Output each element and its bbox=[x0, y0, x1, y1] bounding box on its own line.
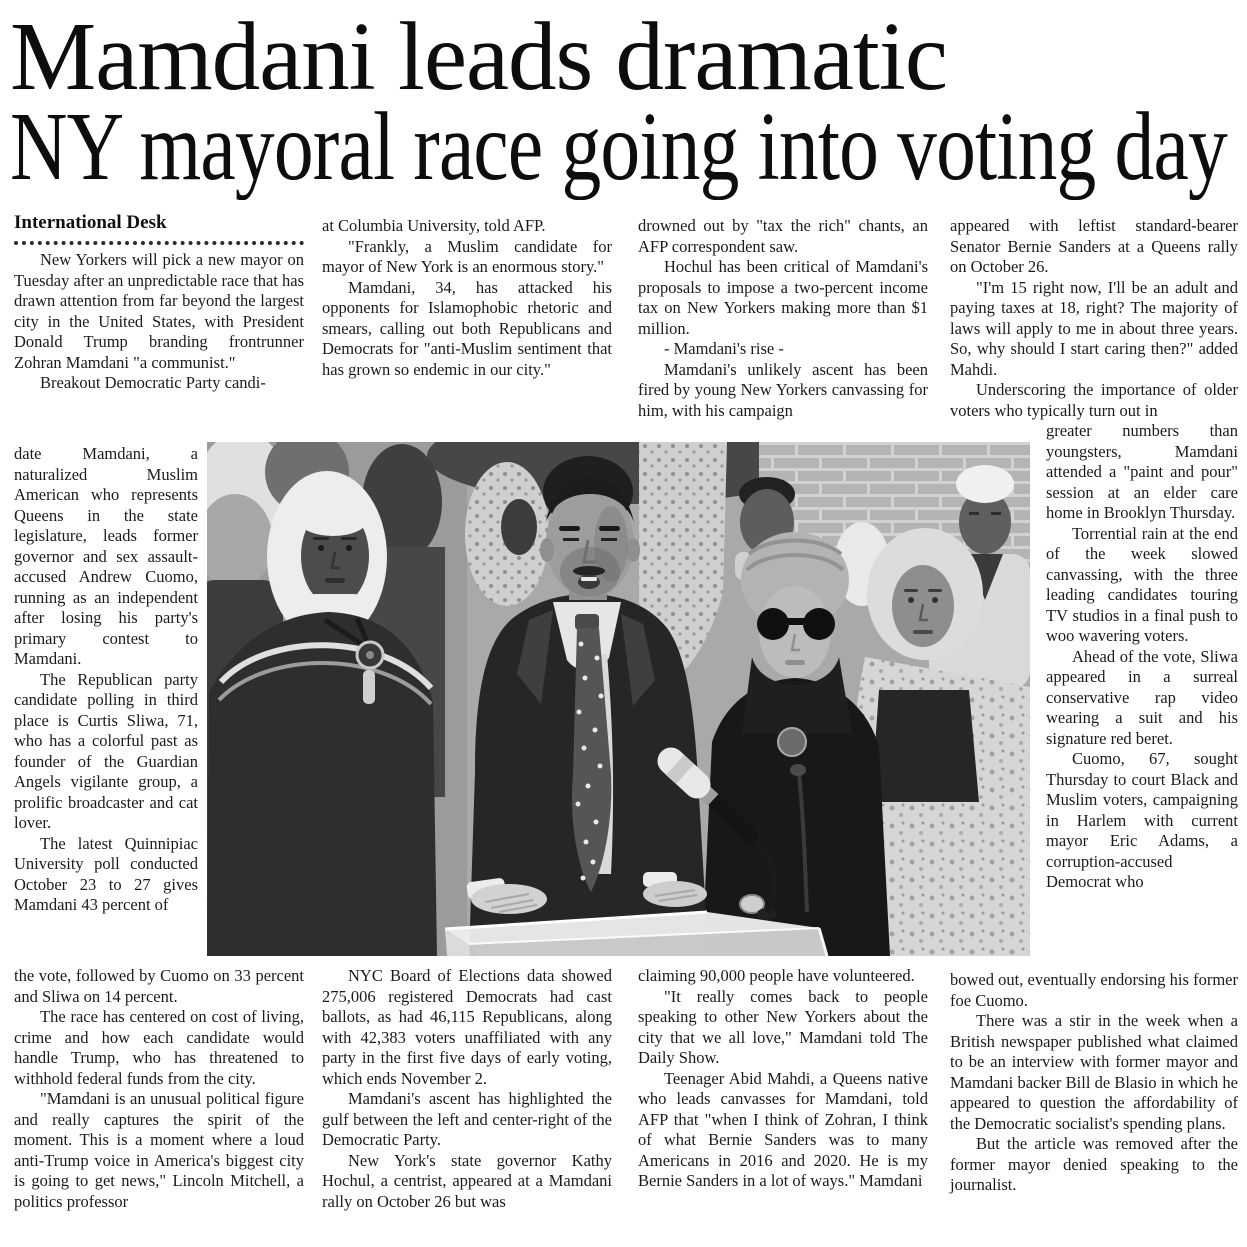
article-paragraph: Mamdani's unlikely ascent has been fired by young New Yorkers canvassing for him, with his campaign bbox=[638, 359, 928, 420]
article-paragraph: New York's state governor Kathy Hochul, a centrist, appeared at a Mamdani rally on October 26 but was bbox=[322, 1150, 612, 1211]
article-paragraph: But the article was removed after the former mayor denied speaking to the journalist. bbox=[950, 1134, 1238, 1194]
column-2-bottom bbox=[322, 966, 612, 1212]
article-paragraph: There was a stir in the week when a British newspaper published what claimed to be an interview with former mayor and Mamdani backer Bill de Blasio in which he appeared to question the affordability of the Democratic socialist's spending plans. bbox=[950, 1011, 1238, 1133]
column-3-top bbox=[638, 216, 928, 421]
article-photo bbox=[207, 442, 1030, 956]
article-paragraph: "Mamdani is an unusual political figure and really captures the spirit of the moment. This is a moment where a loud anti-Trump voice in America's biggest city is going to get news," Lincoln Mitchell, a politics professor bbox=[14, 1089, 304, 1211]
column-4-bottom bbox=[950, 970, 1238, 1196]
article-paragraph: "I'm 15 right now, I'll be an adult and paying taxes at 18, right? The majority of laws will apply to me in about three years. So, why should I start caring then?" added Mahdi. bbox=[950, 277, 1238, 379]
article-paragraph: New Yorkers will pick a new mayor on Tuesday after an unpredictable race that has drawn attention from far beyond the largest city in the United States, with President Donald Trump branding frontrunner Zohran Mamdani "a communist." bbox=[14, 250, 304, 372]
article-paragraph: The Republican party candidate polling in third place is Curtis Sliwa, 71, who has a colorful past as founder of the Guardian Angels vigilante group, a prolific broadcaster and cat lover. bbox=[14, 669, 198, 832]
article-photo-illustration bbox=[207, 442, 1030, 956]
article-paragraph: "It really comes back to people speaking to other New Yorkers about the city that we all love," Mamdani told The Daily Show. bbox=[638, 986, 928, 1067]
article-paragraph: at Columbia University, told AFP. bbox=[322, 216, 546, 235]
column-2-top bbox=[322, 216, 612, 380]
article-paragraph: bowed out, eventually endorsing his former foe Cuomo. bbox=[950, 970, 1238, 1010]
article-paragraph: Underscoring the importance of older voters who typically turn out in bbox=[950, 380, 1238, 420]
article-paragraph: claiming 90,000 people have volunteered. bbox=[638, 966, 915, 985]
article-paragraph: - Mamdani's rise - bbox=[664, 339, 784, 358]
article-paragraph: NYC Board of Elections data showed 275,006 registered Democrats had cast ballots, as had 46,115 Republicans, along with 42,383 voters unaffiliated with any party in the first five days of early voting, which ends November 2. bbox=[322, 966, 612, 1088]
article-paragraph: Mamdani, 34, has attacked his opponents for Islamophobic rhetoric and smears, calling out both Republicans and Democrats for "anti-Muslim sentiment that has grown so endemic in our city." bbox=[322, 277, 612, 379]
article-paragraph: drowned out by "tax the rich" chants, an AFP correspondent saw. bbox=[638, 216, 928, 256]
article-paragraph: The race has centered on cost of living, crime and how each candidate would handle Trump, who has threatened to withhold federal funds from the city. bbox=[14, 1007, 304, 1088]
article-paragraph: The latest Quinnipiac University poll conducted October 23 to 27 gives Mamdani 43 percent of bbox=[14, 833, 198, 914]
article-paragraph: Ahead of the vote, Sliwa appeared in a surreal conservative rap video wearing a suit and his signature red beret. bbox=[1046, 646, 1238, 748]
column-1-bottom bbox=[14, 966, 304, 1212]
column-1-top bbox=[14, 250, 304, 394]
article-paragraph: Teenager Abid Mahdi, a Queens native who leads canvasses for Mamdani, told AFP that "when I think of Zohran, I think of what Bernie Sanders was to many Americans in 2016 and 2020. He is my Bernie Sanders in a lot of ways." Mamdani bbox=[638, 1068, 928, 1190]
article-paragraph: Cuomo, 67, sought Thursday to court Black and Muslim voters, campaigning in Harlem with current mayor Eric Adams, a corruption-accused Democrat who bbox=[1046, 749, 1238, 891]
column-4-middle-narrow bbox=[1046, 421, 1238, 893]
article-paragraph: the vote, followed by Cuomo on 33 percent and Sliwa on 14 percent. bbox=[14, 966, 304, 1006]
column-3-bottom bbox=[638, 966, 928, 1192]
article-paragraph: "Frankly, a Muslim candidate for mayor of New York is an enormous story." bbox=[322, 236, 612, 276]
headline-line-1: Mamdani leads dramatic bbox=[10, 3, 947, 110]
column-1-middle-narrow bbox=[14, 444, 198, 916]
headline-line-2: NY mayoral race going into voting day bbox=[10, 93, 1227, 200]
byline bbox=[14, 212, 304, 245]
article-paragraph: Breakout Democratic Party candi- bbox=[40, 373, 266, 392]
article-paragraph: Mamdani's ascent has highlighted the gulf between the left and center-right of the Democratic Party. bbox=[322, 1089, 612, 1149]
article-paragraph: Hochul has been critical of Mamdani's proposals to impose a two-percent income tax on New Yorkers making more than $1 million. bbox=[638, 257, 928, 338]
byline-label: International Desk bbox=[14, 212, 167, 233]
article-paragraph: date Mamdani, a naturalized Muslim American who represents Queens in the state legislature, leads former governor and sex assault-accused Andrew Cuomo, running as an independent after losing his party's primary contest to Mamdani. bbox=[14, 444, 198, 668]
column-4-top-wide bbox=[950, 216, 1238, 421]
article-paragraph: appeared with leftist standard-bearer Senator Bernie Sanders at a Queens rally on October 26. bbox=[950, 216, 1238, 276]
article-paragraph: greater numbers than youngsters, Mamdani attended a "paint and pour" session at an elder care home in Brooklyn Thursday. bbox=[1046, 421, 1238, 522]
article-paragraph: Torrential rain at the end of the week slowed canvassing, with the three leading candidates touring TV studios in a final push to woo wavering voters. bbox=[1046, 523, 1238, 645]
